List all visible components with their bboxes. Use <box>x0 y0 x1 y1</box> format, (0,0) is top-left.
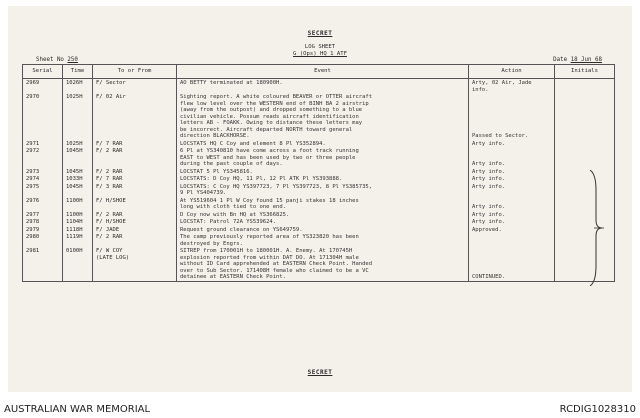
log-entry-row <box>23 247 615 281</box>
cell-tofrom: F/ 2 RAR <box>93 168 177 176</box>
cell-time: 1118H <box>63 226 93 234</box>
cell-action: Arty info. <box>469 197 555 211</box>
cell-serial: 2981 <box>23 247 63 281</box>
cell-time: 1100H <box>63 211 93 219</box>
cell-time: 1100H <box>63 197 93 211</box>
cell-serial: 2969 <box>23 79 63 94</box>
cell-serial: 2972 <box>23 147 63 168</box>
log-entry-row <box>23 168 615 176</box>
log-entry-row <box>23 93 615 140</box>
cell-event: 6 Pl at YS340810 have come across a foot track running EAST to WEST and has been used by two or three people during the past couple of days. <box>177 147 469 168</box>
sheet-no-value: 250 <box>67 57 78 63</box>
cell-serial: 2970 <box>23 93 63 140</box>
log-entry-row <box>23 233 615 247</box>
cell-time: 1025H <box>63 93 93 140</box>
cell-event: LOCSTATS: C Coy HQ YS397723, 7 Pl YS397723, 8 Pl YS385735, 9 Pl YS404739. <box>177 183 469 197</box>
cell-serial: 2976 <box>23 197 63 211</box>
cell-tofrom: F/ 2 RAR <box>93 147 177 168</box>
archive-name: AUSTRALIAN WAR MEMORIAL <box>4 404 151 415</box>
sheet-label: Sheet No <box>36 57 64 63</box>
col-event: Event <box>177 65 469 79</box>
archive-footer <box>0 392 640 418</box>
cell-time: 1045H <box>63 168 93 176</box>
log-table-body <box>23 79 615 282</box>
log-entry-row <box>23 197 615 211</box>
log-entry-row <box>23 147 615 168</box>
log-title <box>8 44 632 58</box>
cell-event: LOCSTAT: Patrol 72A YS539624. <box>177 218 469 226</box>
log-entry-row <box>23 79 615 94</box>
cell-tofrom: F/ 2 RAR <box>93 233 177 247</box>
cell-serial: 2975 <box>23 183 63 197</box>
date-label: Date <box>553 57 568 63</box>
cell-tofrom: F/ 7 RAR <box>93 140 177 148</box>
cell-initials <box>555 79 615 94</box>
cell-time: 1033H <box>63 175 93 183</box>
cell-tofrom: F/ H/SHOE <box>93 197 177 211</box>
cell-event: SITREP from 170001H to 180001H. A. Enemy. At 170745H explosion reported from within DAT DO. At 171304H male without ID Card apprehended at EASTERN Check Point. Handed over to Sub Sector. 171408H female who claimed to be a VC detainee at EASTERN Check Point. <box>177 247 469 281</box>
cell-serial: 2979 <box>23 226 63 234</box>
cell-tofrom: F/ W COY (LATE LOG) <box>93 247 177 281</box>
cell-time: 1104H <box>63 218 93 226</box>
cell-initials <box>555 93 615 140</box>
cell-tofrom: F/ JADE <box>93 226 177 234</box>
cell-action: Arty info. <box>469 168 555 176</box>
cell-event: LOCSTATS HQ C Coy and element 8 Pl YS352894. <box>177 140 469 148</box>
cell-tofrom: F/ 02 Air <box>93 93 177 140</box>
cell-action: Arty info. <box>469 211 555 219</box>
cell-event: AO BETTY terminated at 180900H. <box>177 79 469 94</box>
log-entry-row <box>23 218 615 226</box>
cell-tofrom: F/ 7 RAR <box>93 175 177 183</box>
cell-tofrom: F/ H/SHOE <box>93 218 177 226</box>
archive-ref: RCDIG1028310 <box>559 404 636 415</box>
cell-action: CONTINUED. <box>469 247 555 281</box>
log-entry-row <box>23 211 615 219</box>
cell-serial: 2974 <box>23 175 63 183</box>
col-action: Action <box>469 65 555 79</box>
cell-time: 0100H <box>63 247 93 281</box>
log-title-line2: G (Ops) HQ 1 ATF <box>293 51 347 57</box>
date-value: 18 Jun 68 <box>570 57 602 63</box>
classification-top: SECRET <box>307 30 333 37</box>
cell-time: 1026H <box>63 79 93 94</box>
col-serial: Serial <box>23 65 63 79</box>
log-entry-row <box>23 140 615 148</box>
cell-serial: 2973 <box>23 168 63 176</box>
cell-event: At YS519604 1 Pl W Coy found 15 panji stakes 18 inches long with cloth tied to one end. <box>177 197 469 211</box>
cell-action: Arty, 02 Air, Jade info. <box>469 79 555 94</box>
log-entry-row <box>23 183 615 197</box>
cell-time: 1025H <box>63 140 93 148</box>
col-initials: Initials <box>555 65 615 79</box>
cell-serial: 2978 <box>23 218 63 226</box>
cell-event: D Coy now with Bn HQ at YS366825. <box>177 211 469 219</box>
cell-serial: 2980 <box>23 233 63 247</box>
cell-action: Arty info. <box>469 140 555 148</box>
cell-action: Arty info. <box>469 218 555 226</box>
log-table-header <box>23 65 615 79</box>
sheet-date <box>553 57 602 63</box>
cell-action: Arty info. <box>469 147 555 168</box>
cell-event: The camp previously reported area of YS323820 has been destroyed by Engrs. <box>177 233 469 247</box>
cell-serial: 2977 <box>23 211 63 219</box>
cell-action: Arty info. <box>469 175 555 183</box>
cell-tofrom: F/ 3 RAR <box>93 183 177 197</box>
cell-time: 1045H <box>63 147 93 168</box>
brace-mark <box>586 170 606 286</box>
cell-tofrom: F/ 2 RAR <box>93 211 177 219</box>
log-entry-row <box>23 226 615 234</box>
cell-time: 1119H <box>63 233 93 247</box>
classification-bottom: SECRET <box>307 369 333 376</box>
cell-event: Request ground clearance on YS649759. <box>177 226 469 234</box>
cell-event: LOCSTAT 5 Pl YS345816. <box>177 168 469 176</box>
col-time: Time <box>63 65 93 79</box>
cell-initials <box>555 147 615 168</box>
cell-tofrom: F/ Sector <box>93 79 177 94</box>
log-title-line1: LOG SHEET <box>304 44 336 50</box>
col-to-from: To or From <box>93 65 177 79</box>
log-entry-row <box>23 175 615 183</box>
cell-time: 1045H <box>63 183 93 197</box>
sheet-number <box>36 57 78 63</box>
cell-event: Sighting report. A white coloured BEAVER or OTTER aircraft flew low level over the WESTERN end of BINH BA 2 airstrip (away from the outpost) and dropped something to a blue civilian vehicle. Possum reads aircraft identification letters AB - FOAKK. Owing to distance these letters may be incorrect. Aircraft departed NORTH toward general direction BLACKHORSE. <box>177 93 469 140</box>
cell-action: Approved. <box>469 226 555 234</box>
cell-action: Passed to Sector. <box>469 93 555 140</box>
cell-action: Arty info. <box>469 183 555 197</box>
cell-action <box>469 233 555 247</box>
log-table <box>22 64 615 282</box>
cell-event: LOCSTATS: D Coy HQ, 11 Pl, 12 Pl ATK Pl YS393888. <box>177 175 469 183</box>
cell-initials <box>555 140 615 148</box>
cell-serial: 2971 <box>23 140 63 148</box>
